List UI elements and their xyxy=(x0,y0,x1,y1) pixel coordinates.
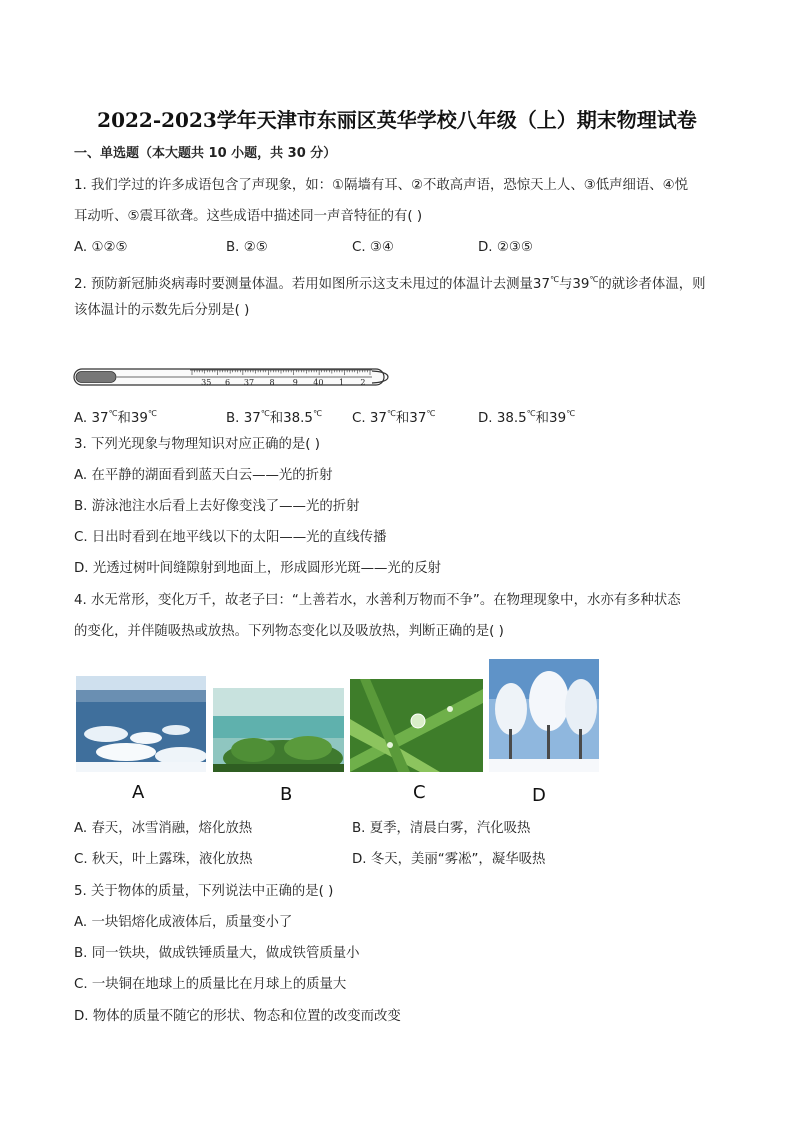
q1-option-c[interactable]: C. ③④ xyxy=(352,240,394,255)
q1-stem-line1: 1. 我们学过的许多成语包含了声现象，如：①隔墙有耳、②不敢高声语，恐惊天上人、③低声细语、④悦 xyxy=(74,178,689,193)
q5-option-c[interactable]: C. 一块铜在地球上的质量比在月球上的质量大 xyxy=(74,977,347,992)
q5-stem: 5. 关于物体的质量，下列说法中正确的是( ) xyxy=(74,884,334,899)
thermometer-scale-label: 1 xyxy=(338,378,345,387)
q2-option-c[interactable]: C. 37℃和37℃ xyxy=(352,409,436,426)
q4-option-b[interactable]: B. 夏季，清晨白雾，汽化吸热 xyxy=(352,821,531,836)
q5-option-d[interactable]: D. 物体的质量不随它的形状、物态和位置的改变而改变 xyxy=(74,1009,401,1024)
q5-option-b[interactable]: B. 同一铁块，做成铁锤质量大，做成铁管质量小 xyxy=(74,946,360,961)
q2-option-b[interactable]: B. 37℃和38.5℃ xyxy=(226,409,322,426)
picture-d-rime-trees xyxy=(489,659,599,772)
q1-option-b[interactable]: B. ②⑤ xyxy=(226,240,268,255)
thermometer-image xyxy=(72,362,392,392)
thermometer-scale-label: 8 xyxy=(269,378,275,387)
q3-option-b[interactable]: B. 游泳池注水后看上去好像变浅了——光的折射 xyxy=(74,499,360,514)
q2-option-a[interactable]: A. 37℃和39℃ xyxy=(74,409,157,426)
thermometer-scale-label: 2 xyxy=(360,378,366,387)
page-title: 2022-2023学年天津市东丽区英华学校八年级（上）期末物理试卷 xyxy=(97,108,697,132)
picture-b-morning-mist xyxy=(213,688,344,772)
picture-label-d: D xyxy=(532,785,546,806)
thermometer-scale-label: 35 xyxy=(201,378,212,387)
q5-option-a[interactable]: A. 一块铝熔化成液体后，质量变小了 xyxy=(74,915,293,930)
q2-stem-line2: 该体温计的示数先后分别是( ) xyxy=(74,303,250,318)
q4-option-d[interactable]: D. 冬天，美丽“雾凇”，凝华吸热 xyxy=(352,852,546,867)
q3-option-d[interactable]: D. 光透过树叶间缝隙射到地面上，形成圆形光斑——光的反射 xyxy=(74,561,441,576)
q2-temp-2: 39℃ xyxy=(572,275,599,292)
picture-c-dew-on-leaves xyxy=(350,679,483,772)
q3-stem: 3. 下列光现象与物理知识对应正确的是( ) xyxy=(74,437,320,452)
q1-option-a[interactable]: A. ①②⑤ xyxy=(74,240,128,255)
q2-temp-1: 37℃ xyxy=(532,275,559,292)
picture-a-melting-snow xyxy=(76,676,206,772)
q4-stem-line2: 的变化，并伴随吸热或放热。下列物态变化以及吸放热，判断正确的是( ) xyxy=(74,624,504,639)
q4-stem-line1: 4. 水无常形，变化万千，故老子曰：“上善若水，水善利万物而不争”。在物理现象中，水亦有多种状态 xyxy=(74,593,681,608)
picture-label-a: A xyxy=(132,782,145,803)
q3-option-c[interactable]: C. 日出时看到在地平线以下的太阳——光的直线传播 xyxy=(74,530,387,545)
thermometer-scale-label: 40 xyxy=(313,378,324,387)
q1-option-d[interactable]: D. ②③⑤ xyxy=(478,240,533,255)
q3-option-a[interactable]: A. 在平静的湖面看到蓝天白云——光的折射 xyxy=(74,468,333,483)
section-heading: 一、单选题（本大题共 10 小题，共 30 分） xyxy=(74,146,337,161)
q4-option-c[interactable]: C. 秋天，叶上露珠，液化放热 xyxy=(74,852,253,867)
picture-label-b: B xyxy=(280,784,293,805)
q2-stem-line1: 2. 预防新冠肺炎病毒时要测量体温。若用如图所示这支未甩过的体温计去测量37℃与39℃的就诊者体温，则 xyxy=(74,275,706,292)
picture-label-c: C xyxy=(413,782,426,803)
thermometer-scale-label: 9 xyxy=(292,378,298,387)
q4-option-a[interactable]: A. 春天，冰雪消融，熔化放热 xyxy=(74,821,253,836)
q1-stem-line2: 耳动听、⑤震耳欲聋。这些成语中描述同一声音特征的有( ) xyxy=(74,209,423,224)
thermometer-scale-label: 37 xyxy=(243,378,255,387)
thermometer-scale-label: 6 xyxy=(225,378,231,387)
q2-option-d[interactable]: D. 38.5℃和39℃ xyxy=(478,409,576,426)
